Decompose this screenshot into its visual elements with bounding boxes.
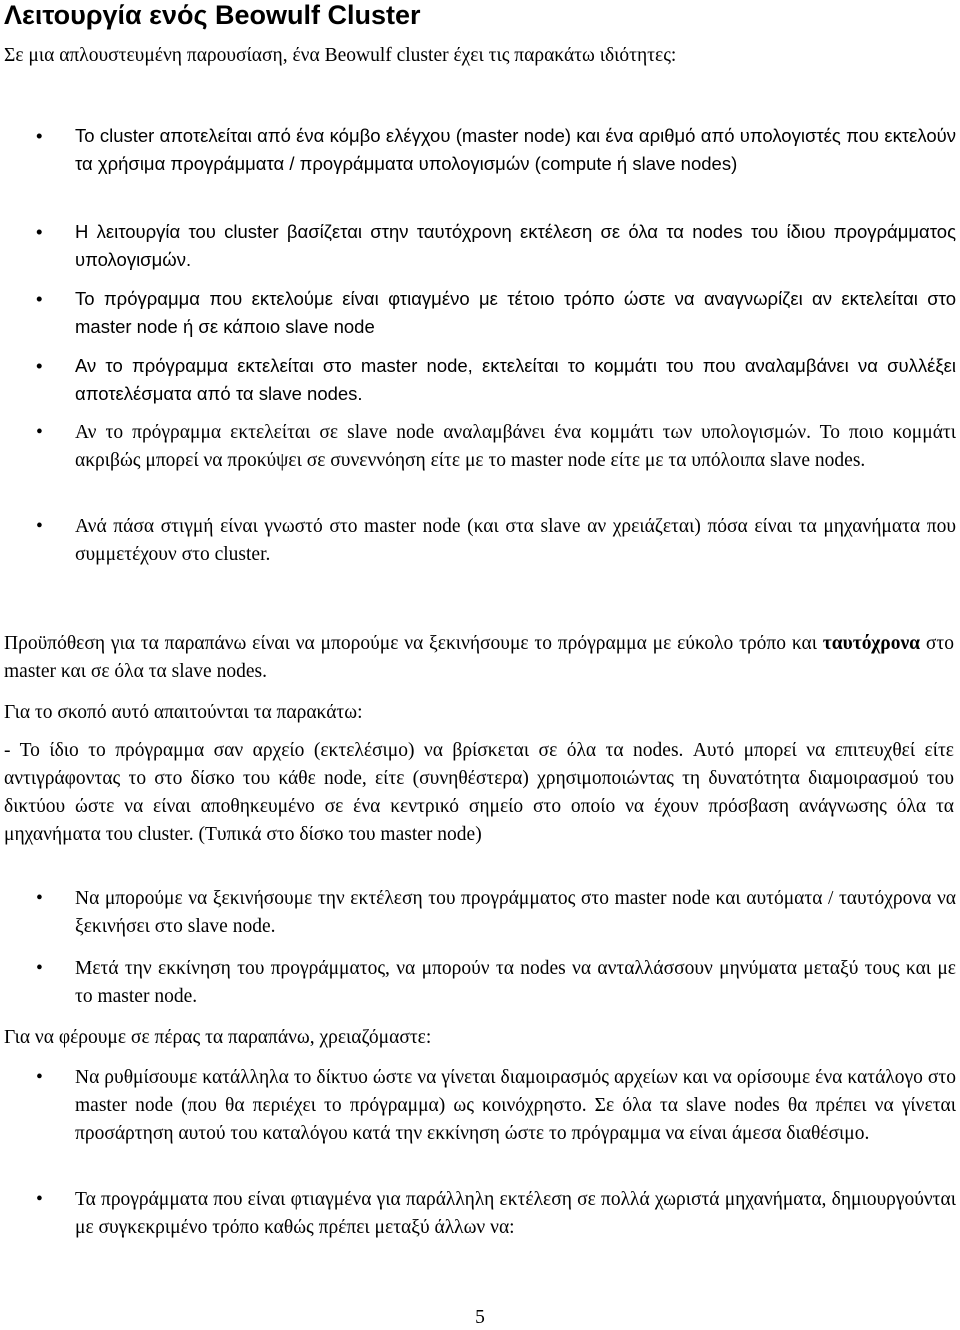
bullet-icon: • [36,221,43,242]
bullet-icon: • [36,422,43,443]
list-item [0,218,958,285]
list-item-text: Το πρόγραμμα που εκτελούμε είναι φτιαγμένο με τέτοιο τρόπο ώστε να αναγνωρίζει αν εκτελείται στο master node ή σε κάποιο slave node [75,288,956,337]
bullet-icon: • [36,125,43,146]
requirements-list [0,885,958,1011]
list-item [0,122,958,218]
list-item-text: Τα προγράμματα που είναι φτιαγμένα για παράλληλη εκτέλεση σε πολλά χωριστά μηχανήματα, δημιουργούνται με συγκεκριμένο τρόπο καθώς πρέπει μεταξύ άλλων να: [75,1189,956,1238]
list-item [0,955,958,1011]
needs-list [0,1064,958,1242]
list-item-text: Η λειτουργία του cluster βασίζεται στην ταυτόχρονη εκτέλεση σε όλα τα nodes του ίδιου προγράμματος υπολογισμών. [75,221,956,270]
page-number: 5 [475,1307,485,1328]
list-item [0,352,958,419]
list-item [0,513,958,569]
bullet-icon: • [36,288,43,309]
list-item-text: Το cluster αποτελείται από ένα κόμβο ελέγχου (master node) και ένα αριθμό από υπολογιστές που εκτελούν τα χρήσιμα προγράμματα / προγράμματα υπολογισμών (compute ή slave nodes) [75,125,956,174]
list-item-text: Αν το πρόγραμμα εκτελείται σε slave node αναλαμβάνει ένα κομμάτι των υπολογισμών. Το ποιο κομμάτι ακριβώς μπορεί να προκύψει σε συνεννόηση είτε με το master node είτε με τα υπόλοιπα slave nodes. [75,422,956,471]
prerequisite-text: Προϋπόθεση για τα παραπάνω είναι να μπορούμε να ξεκινήσουμε το πρόγραμμα με εύκολο τρόπο και [4,633,823,654]
needs-heading: Για να φέρουμε σε πέρας τα παραπάνω, χρειαζόμαστε: [4,1027,432,1048]
list-item [0,1186,958,1242]
list-item [0,419,958,513]
page-title: Λειτουργία ενός Beowulf Cluster [4,0,421,30]
prerequisite-paragraph [4,630,954,686]
requirement-paragraph: - Το ίδιο το πρόγραμμα σαν αρχείο (εκτελέσιμο) να βρίσκεται σε όλα τα nodes. Αυτό μπορεί να επιτευχθεί είτε αντιγράφοντας το στο δίσκο του κάθε node, είτε (συνηθέστερα) χρησιμοποιώντας τη δυνατότητα διαμοιρασμού του δικτύου ώστε να είναι αποθηκευμένο σε ένα κεντρικό σημείο στο οποίο να έχουν πρόσβαση ανάγνωσης όλα τα μηχανήματα του cluster. (Τυπικά στο δίσκο του master node) [4,740,954,845]
list-item-text: Να μπορούμε να ξεκινήσουμε την εκτέλεση του προγράμματος στο master node και αυτόματα / ταυτόχρονα να ξεκινήσει στο slave node. [75,888,956,937]
prerequisite-emphasis: ταυτόχρονα [822,633,921,654]
list-item-text: Να ρυθμίσουμε κατάλληλα το δίκτυο ώστε να γίνεται διαμοιρασμός αρχείων και να ορίσουμε ένα κατάλογο στο master node (που θα περιέχει το πρόγραμμα) ως κοινόχρηστο. Σε όλα τα slave nodes θα πρέπει να γίνεται προσάρτηση αυτού του καταλόγου κατά την εκκίνηση ώστε το πρόγραμμα να είναι άμεσα διαθέσιμο. [75,1067,956,1144]
list-item [0,885,958,955]
list-item [0,1064,958,1186]
bullet-icon: • [36,1189,43,1210]
bullet-icon: • [36,888,43,909]
list-item-text: Αν το πρόγραμμα εκτελείται στο master node, εκτελείται το κομμάτι του που αναλαμβάνει να συλλέξει αποτελέσματα από τα slave nodes. [75,355,956,404]
bullet-icon: • [36,958,43,979]
intro-text: Σε μια απλουστευμένη παρουσίαση, ένα Beowulf cluster έχει τις παρακάτω ιδιότητες: [4,45,677,66]
list-item [0,285,958,352]
properties-list [0,122,958,569]
bullet-icon: • [36,355,43,376]
bullet-icon: • [36,1067,43,1088]
list-item-text: Μετά την εκκίνηση του προγράμματος, να μπορούν τα nodes να ανταλλάσσουν μηνύματα μεταξύ τους και με το master node. [75,958,956,1007]
prerequisite-text-end: στο master και σε όλα τα slave nodes. [4,633,954,682]
requirements-heading: Για το σκοπό αυτό απαιτούνται τα παρακάτω: [4,702,363,723]
bullet-icon: • [36,516,43,537]
list-item-text: Ανά πάσα στιγμή είναι γνωστό στο master node (και στα slave αν χρειάζεται) πόσα είναι τα μηχανήματα που συμμετέχουν στο cluster. [75,516,956,565]
